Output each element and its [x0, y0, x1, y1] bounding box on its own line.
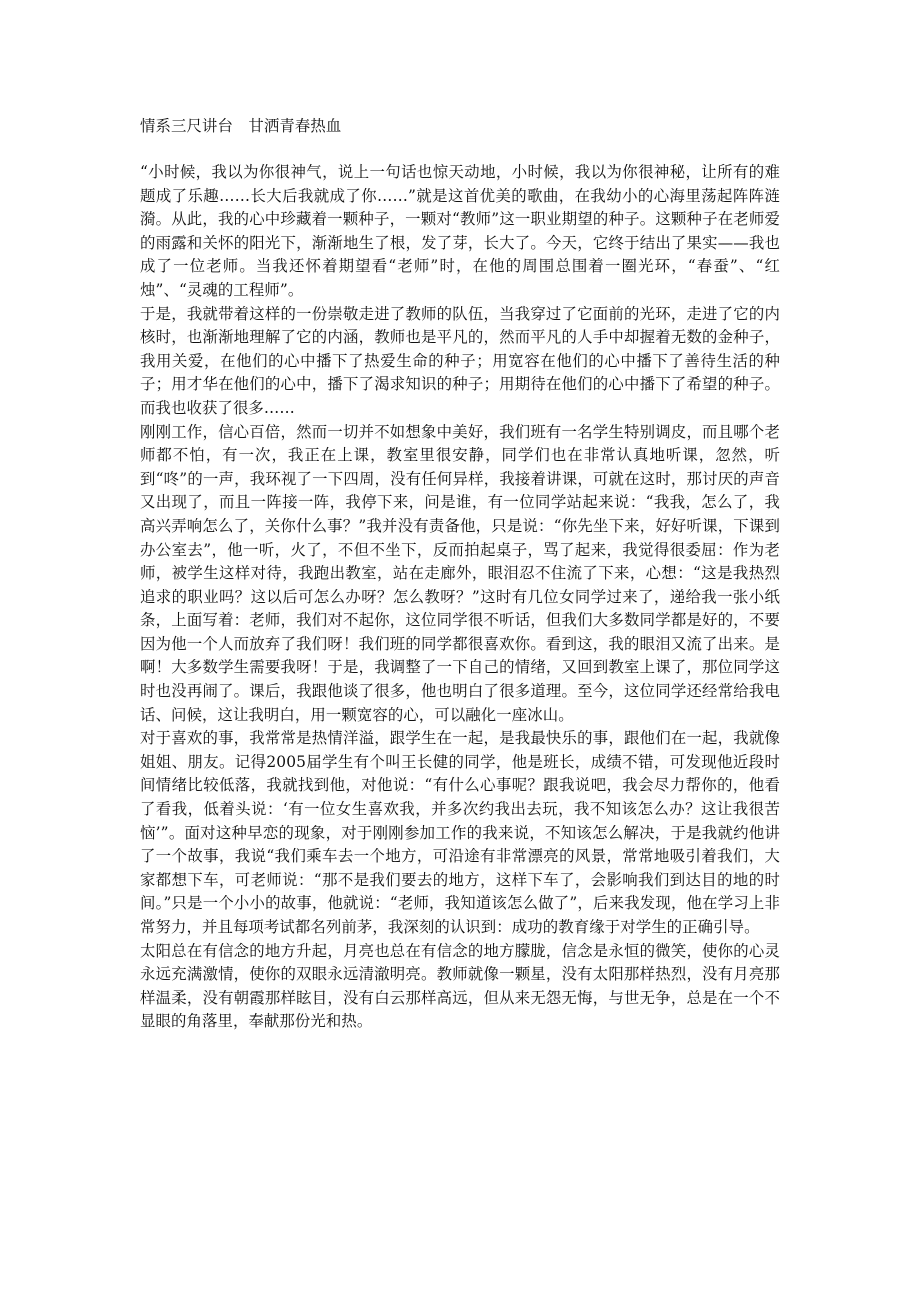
- paragraph-seeds: 于是，我就带着这样的一份崇敬走进了教师的队伍，当我穿过了它面前的光环，走进了它的内核时，也渐渐地理解了它的内涵，教师也是平凡的，然而平凡的人手中却握着无数的金种子，我用关爱，在他们的心中播下了热爱生命的种子；用宽容在他们的心中播下了善待生活的种子；用才华在他们的心中，播下了渴求知识的种子；用期待在他们的心中播下了希望的种子。而我也收获了很多……: [140, 304, 780, 417]
- paragraph-student-guidance: 对于喜欢的事，我常常是热情洋溢，跟学生在一起，是我最快乐的事，跟他们在一起，我就像姐姐、朋友。记得2005届学生有个叫王长健的同学，他是班长，成绩不错，可发现他近段时间情绪比较低落，我就找到他，对他说：“有什么心事呢？跟我说吧，我会尽力帮你的，他看了看我，低着头说：‘有一位女生喜欢我，并多次约我出去玩，我不知该怎么办？这让我很苦恼’”。面对这种早恋的现象，对于刚刚参加工作的我来说，不知该怎么解决，于是我就约他讲了一个故事，我说“我们乘车去一个地方，可沿途有非常漂亮的风景，常常地吸引着我们，大家都想下车，可老师说：“那不是我们要去的地方，这样下车了，会影响我们到达目的地的时间。”只是一个小小的故事，他就说：“老师，我知道该怎么做了”，后来我发现，他在学习上非常努力，并且每项考试都名列前茅，我深刻的认识到：成功的教育缘于对学生的正确引导。: [140, 729, 780, 936]
- paragraph-first-job: 刚刚工作，信心百倍，然而一切并不如想象中美好，我们班有一名学生特别调皮，而且哪个老师都不怕，有一次，我正在上课，教室里很安静，同学们也在非常认真地听课，忽然，听到“咚”的一声，我环视了一下四周，没有任何异样，我接着讲课，可就在这时，那讨厌的声音又出现了，而且一阵接一阵，我停下来，问是谁，有一位同学站起来说：“我我，怎么了，我高兴弄响怎么了，关你什么事？”我并没有责备他，只是说：“你先坐下来，好好听课，下课到办公室去”，他一听，火了，不但不坐下，反而拍起桌子，骂了起来，我觉得很委屈：作为老师，被学生这样对待，我跑出教室，站在走廊外，眼泪忍不住流了下来，心想：“这是我热烈追求的职业吗？这以后可怎么办呀？怎么教呀？”这时有几位女同学过来了，递给我一张小纸条，上面写着：老师，我们对不起你，这位同学很不听话，但我们大多数同学都是好的，不要因为他一个人而放弃了我们呀！我们班的同学都很喜欢你。看到这，我的眼泪又流了出来。是啊！大多数学生需要我呀！于是，我调整了一下自己的情绪，又回到教室上课了，那位同学这时也没再闹了。课后，我跟他谈了很多，他也明白了很多道理。至今，这位同学还经常给我电话、问候，这让我明白，用一颗宽容的心，可以融化一座冰山。: [140, 422, 780, 724]
- paragraph-childhood-song: “小时候，我以为你很神气，说上一句话也惊天动地，小时候，我以为你很神秘，让所有的难题成了乐趣……长大后我就成了你……”就是这首优美的歌曲，在我幼小的心海里荡起阵阵涟漪。从此，我的心中珍藏着一颗种子，一颗对“教师”这一职业期望的种子。这颗种子在老师爱的雨露和关怀的阳光下，渐渐地生了根，发了芽，长大了。今天，它终于结出了果实——我也成了一位老师。当我还怀着期望看“老师”时，在他的周围总围着一圈光环，“春蚕”、“红烛”、“灵魂的工程师”。: [140, 163, 780, 299]
- paragraph-belief: 太阳总在有信念的地方升起，月亮也总在有信念的地方朦胧，信念是永恒的微笑，使你的心灵永远充满激情，使你的双眼永远清澈明亮。教师就像一颗星，没有太阳那样热烈，没有月亮那样温柔，没有朝霞那样眩目，没有白云那样高远，但从来无怨无悔，与世无争，总是在一个不显眼的角落里，奉献那份光和热。: [140, 941, 780, 1031]
- document-title: 情系三尺讲台 甘洒青春热血: [140, 117, 342, 135]
- document-body: [140, 114, 780, 1034]
